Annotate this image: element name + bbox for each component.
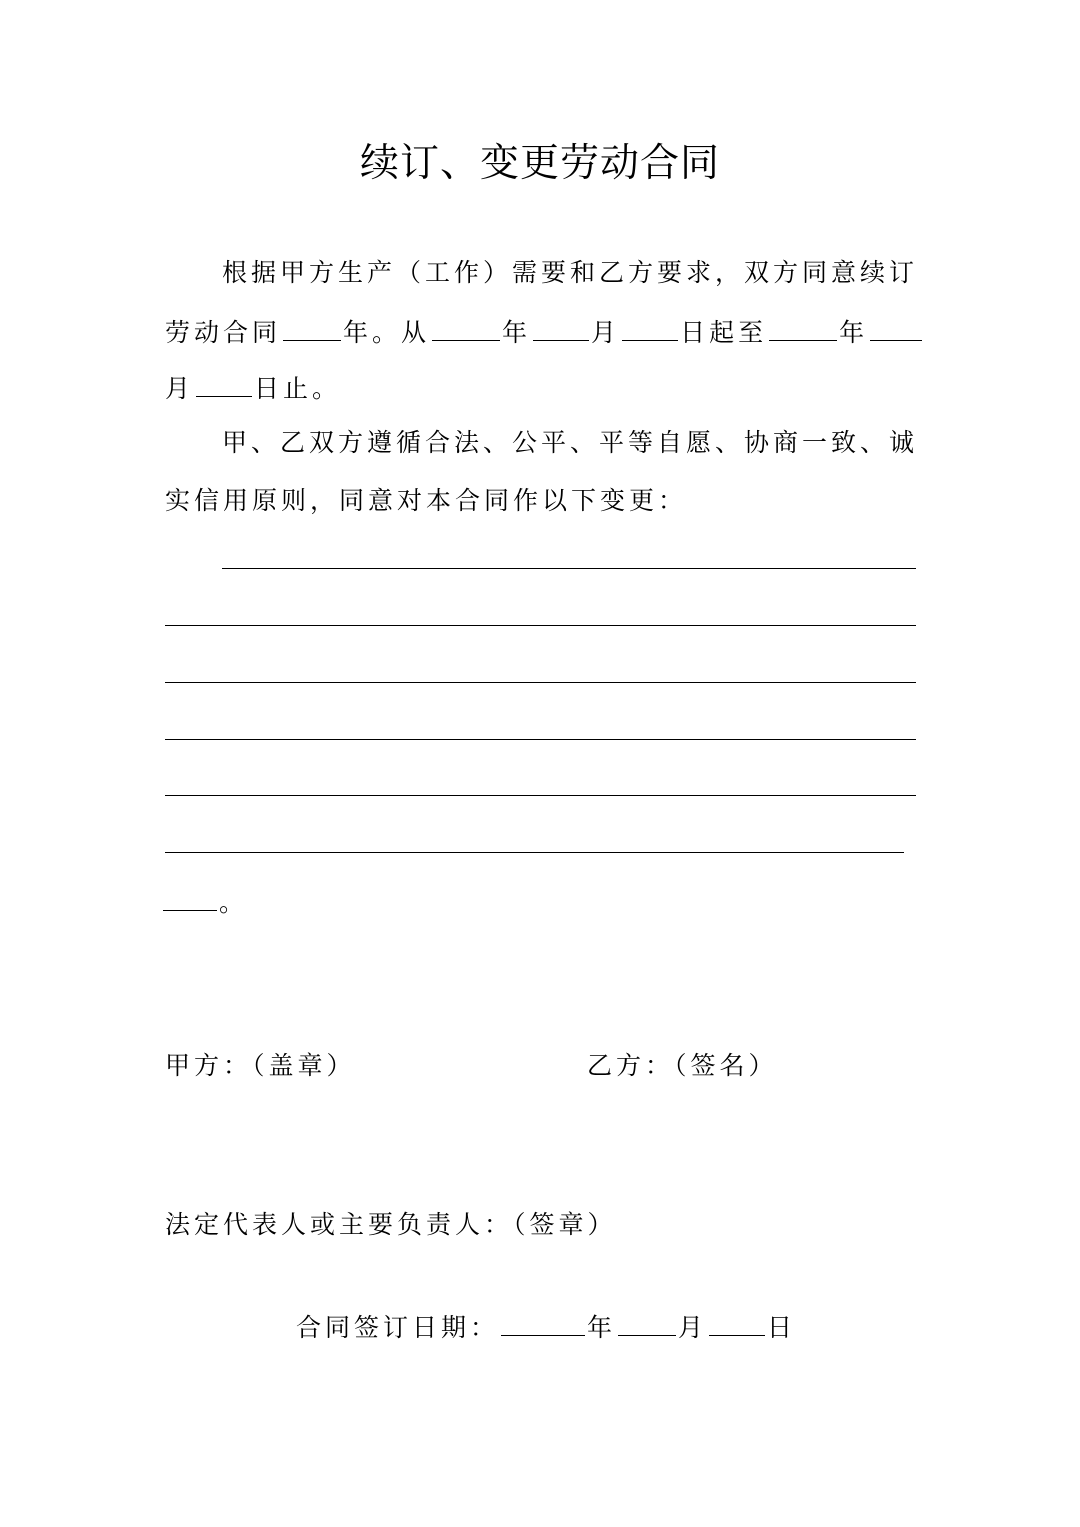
representative-signature: 法定代表人或主要负责人：（签章） (165, 1210, 617, 1239)
change-line-5[interactable] (165, 795, 916, 796)
sign-date-month: 月 (678, 1313, 708, 1342)
para1-text-month: 月 (591, 318, 621, 347)
sign-date (296, 1309, 796, 1345)
party-a-seal: 甲方：（盖章） (165, 1051, 356, 1080)
para1-text-year-from: 年。从 (343, 318, 431, 347)
start-day-field[interactable] (622, 314, 678, 341)
change-line-6[interactable] (165, 852, 904, 853)
para2-line1: 甲、乙双方遵循合法、公平、平等自愿、协商一致、诚 (222, 428, 919, 457)
para2-line2: 实信用原则，同意对本合同作以下变更： (165, 486, 688, 515)
end-month-field[interactable] (870, 314, 922, 341)
para1-text-day-end: 日止。 (254, 374, 342, 403)
para1-line2 (165, 314, 924, 350)
end-day-field[interactable] (196, 370, 252, 397)
start-month-field[interactable] (533, 314, 589, 341)
party-b-signature: 乙方：（签名） (587, 1051, 778, 1080)
sign-month-field[interactable] (618, 1309, 676, 1336)
sign-day-field[interactable] (709, 1309, 765, 1336)
para1-line1: 根据甲方生产（工作）需要和乙方要求，双方同意续订 (222, 258, 919, 287)
renewal-years-field[interactable] (283, 314, 341, 341)
para1-text-contract: 劳动合同 (165, 318, 282, 347)
sign-date-day: 日 (767, 1313, 797, 1342)
para1-text-month-2: 月 (165, 374, 195, 403)
sign-date-label: 合同签订日期： (296, 1313, 500, 1342)
sign-year-field[interactable] (501, 1309, 585, 1336)
sign-date-year: 年 (587, 1313, 617, 1342)
para1-text-year: 年 (502, 318, 532, 347)
change-line-end (163, 884, 248, 920)
change-line-1[interactable] (222, 568, 916, 569)
para1-text-day-to: 日起至 (680, 318, 768, 347)
start-year-field[interactable] (432, 314, 500, 341)
para1-line3 (165, 370, 341, 406)
change-line-3[interactable] (165, 682, 916, 683)
document-title: 续订、变更劳动合同 (359, 141, 720, 186)
change-line-7[interactable] (163, 884, 217, 911)
para1-text-year-2: 年 (839, 318, 869, 347)
change-line-2[interactable] (165, 625, 916, 626)
end-year-field[interactable] (769, 314, 837, 341)
change-line-4[interactable] (165, 739, 916, 740)
change-end-period: 。 (219, 888, 249, 917)
